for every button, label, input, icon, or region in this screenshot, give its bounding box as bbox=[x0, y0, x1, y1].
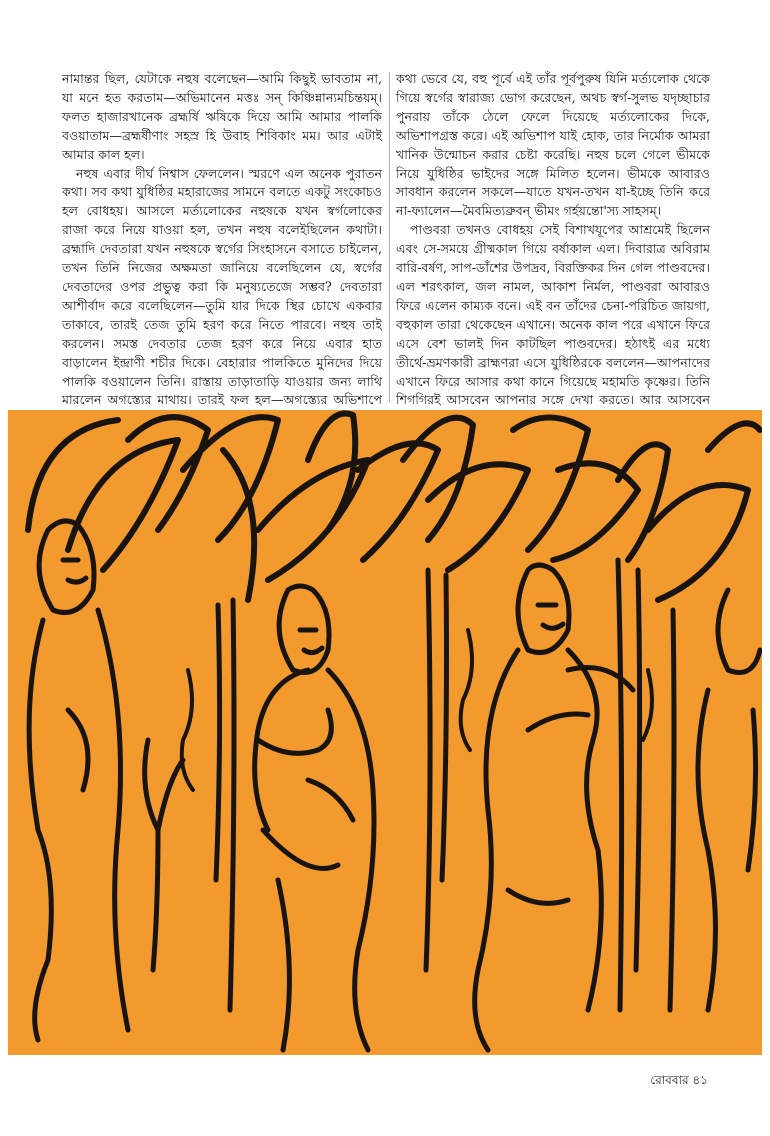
paragraph: কথা ভেবে যে, বহু পূর্বে এই তাঁর পূর্বপুরুষ যিনি মর্ত্যলোক থেকে গিয়ে স্বর্গের স্বারাজ্য ভোগ করেছেন, অথচ স্বর্গ-সুলভ যদৃচ্ছাচার পুনরায় তাঁকে ঠেলে ফেলে দিয়েছে মর্ত্যলোকের দিকে, অভিশাপগ্রস্ত করে। এই অভিশাপ যাই হোক, তার নির্মোক আমরা খানিক উন্মোচন করার চেষ্টা করেছি। নহুষ চলে গেলে ভীমকে নিয়ে যুধিষ্ঠির ভাইদের সঙ্গে মিলিত হলেন। ভীমকে আবারও সাবধান করলেন সকলে—যাতে যখন-তখন যা-ইচ্ছে তিনি করে না-ফ্যালেন—মৈবমিত্যব্রুবন্‌ ভীমং গর্হয়ন্তো'স্য সাহসম্‌। bbox=[396, 71, 710, 219]
ink-illustration bbox=[8, 410, 762, 1055]
right-text-column bbox=[396, 70, 710, 429]
paragraph: পাণ্ডবরা তখনও বোধহয় সেই বিশাখযূপের আশ্রমেই ছিলেন এবং সে-সময়ে গ্রীষ্মকাল গিয়ে বর্ষাকাল এল। দিবারাত্র অবিরাম বারি-বর্ষণ, সাপ-ডাঁশের উপদ্রব, বিরক্তিকর দিন গেল পাণ্ডবদের। এল শরৎকাল, জল নামল, আকাশ নির্মল, পাণ্ডবরা আবারও ফিরে এলেন কাম্যক বনে। এই বন তাঁদের চেনা-পরিচিত জায়গা, বহুকাল তারা থেকেছেন এখানে। অনেক কাল পরে এখানে ফিরে এসে বেশ ভালই দিন কাটছিল পাণ্ডবদের। হঠাৎই এর মধ্যে তীর্থে-ভ্রমণকারী ব্রাহ্মণরা এসে যুধিষ্ঠিরকে বললেন—আপনাদের এখানে ফিরে আসার কথা কানে গিয়েছে মহামতি কৃষ্ণের। তিনি শিগগিরই আসবেন আপনার সঙ্গে দেখা করতে। আর আসবেন bbox=[396, 222, 710, 408]
paragraph: নহুষ এবার দীর্ঘ নিশ্বাস ফেললেন। স্মরণে এল অনেক পুরাতন কথা। সব কথা যুধিষ্ঠির মহারাজের সামনে বলতে একটু সংকোচও হল বোধহয়। আসলে মর্ত্যলোকের নহুষকে যখন স্বর্গলোকের রাজা করে নিয়ে যাওয়া হল, তখন নহুষ বলেইছিলেন কথাটা। ব্রহ্মাদি দেবতারা যখন নহুষকে স্বর্গের সিংহাসনে বসাতে চাইলেন, তখন তিনি নিজের অক্ষমতা জানিয়ে বলেছিলেন যে, স্বর্গের দেবতাদের ওপর প্রভুত্ব করা কি মনুষ্যতেজে সম্ভব? দেবতারা আশীর্বাদ করে বলেছিলেন—তুমি যার দিকে স্থির চোখে একবার তাকাবে, তারই তেজ তুমি হরণ করে নিতে পারবে। নহুষ তাই করলেন। সমস্ত দেবতার তেজ হরণ করে নিয়ে এবার হাত বাড়ালেন ইন্দ্রাণী শচীর দিকে। বেহারার পালকিতে মুনিদের দিয়ে পালকি বওয়ালেন তিনি। রাস্তায় তাড়াতাড়ি যাওয়ার জন্য লাথি মারলেন অগস্ত্যের মাথায়। তারই ফল হল—অগস্ত্যের অভিশাপে bbox=[62, 165, 382, 408]
left-text-column bbox=[62, 70, 382, 448]
paragraph: নামান্তর ছিল, যেটাকে নহুষ বলেছেন—আমি কিছুই ভাবতাম না, যা মনে হত করতাম—অভিমানেন মত্তঃ সন্‌ কিঞ্চিন্নান্যমচিন্তয়ম্‌। ফলত হাজারখানেক ব্রহ্মর্ষি ঋষিকে দিয়ে আমি আমার পালকি বওয়াতাম—ব্রহ্মর্ষীণাং সহস্র হি উবাহ শিবিকাং মম। আর এটাই আমার কাল হল। bbox=[62, 71, 382, 162]
page-number-footer: রোববার ৪১ bbox=[650, 1073, 708, 1087]
column-divider bbox=[389, 72, 390, 402]
